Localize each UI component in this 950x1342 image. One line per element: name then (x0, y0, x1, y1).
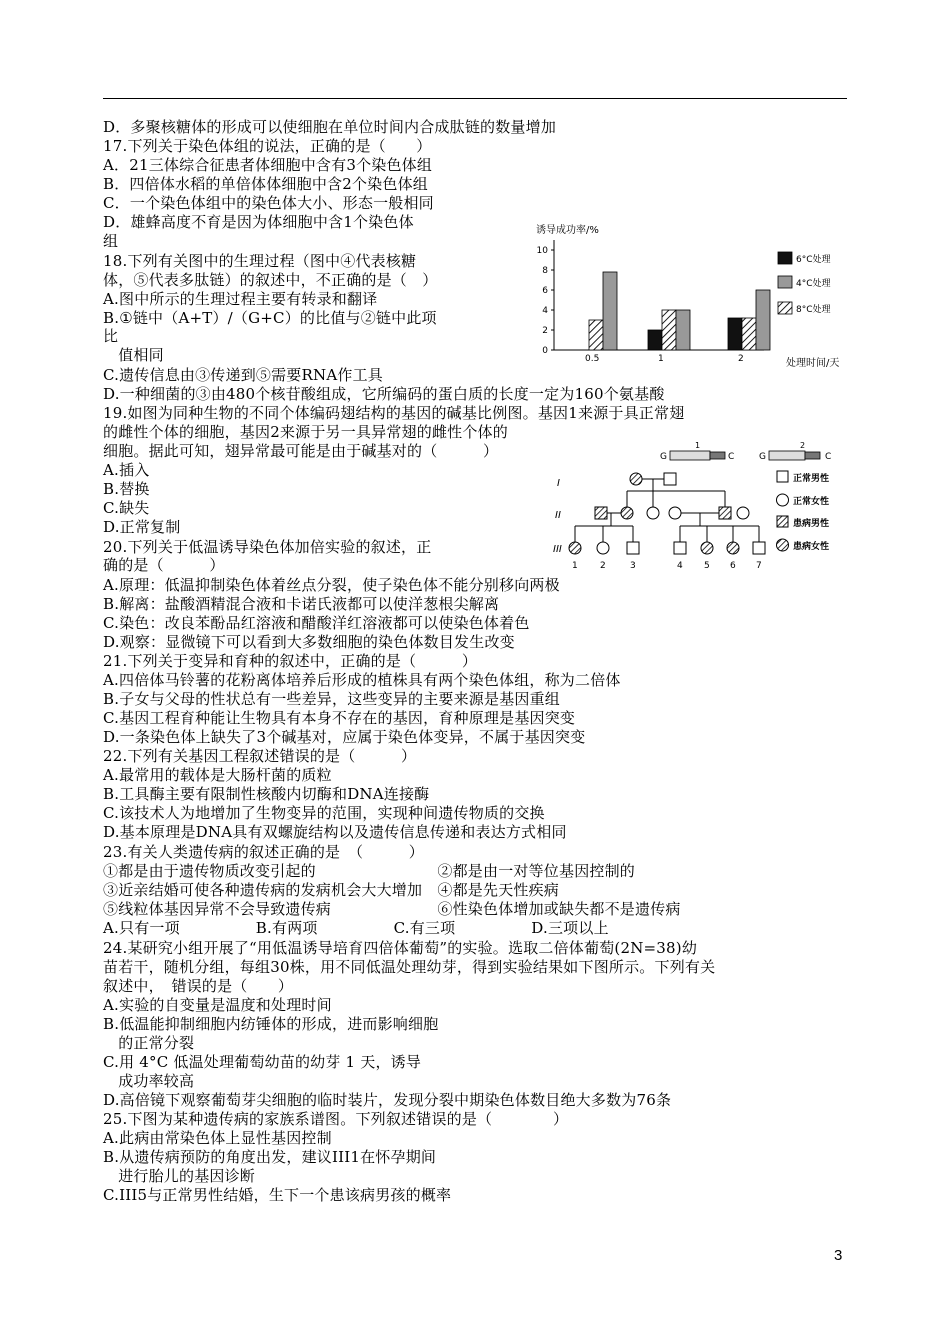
text-line: 成功率较高 (103, 1072, 195, 1090)
text-line: B.子女与父母的性状总有一些差异，这些变异的主要来源是基因重组 (103, 690, 560, 708)
text-line: C.该技术人为地增加了生物变异的范围，实现种间遗传物质的交换 (103, 804, 545, 822)
pedigree-II-male-2 (719, 507, 731, 519)
III-number-3: 3 (630, 561, 636, 571)
legend-label: 8°C处理 (796, 305, 831, 315)
text-line: D.一条染色体上缺失了3个碱基对，应属于染色体变异，不属于基因突变 (103, 728, 586, 746)
pedigree-III1 (569, 542, 581, 554)
bar (728, 318, 742, 350)
text-line: C.III5与正常男性结婚，生下一个患该病男孩的概率 (103, 1186, 452, 1204)
gene2-bar (769, 451, 805, 460)
pedigree-II-female-2 (647, 507, 659, 519)
text-line: D.正常复制 (103, 518, 181, 536)
text-line: 体，⑤代表多肽链）的叙述中，不正确的是（ ） (103, 271, 438, 289)
text-line: A.实验的自变量是温度和处理时间 (103, 996, 332, 1014)
text-line: 进行胎儿的基因诊断 (103, 1167, 256, 1185)
text-line: 19.如图为同种生物的不同个体编码翅结构的基因的碱基比例图。基因1来源于具正常翅 (103, 404, 685, 422)
text-line: A.最常用的载体是大肠杆菌的质粒 (103, 766, 332, 784)
legend-swatch (778, 252, 792, 264)
y-tick-label: 0 (542, 346, 548, 356)
bar (742, 318, 756, 350)
gene2-left-letter: G (759, 452, 766, 462)
text-line: A.插入 (103, 461, 150, 479)
text-line: C.用 4°C 低温处理葡萄幼苗的幼芽 1 天，诱导 (103, 1053, 422, 1071)
bar-chart (532, 220, 850, 372)
text-line: B．四倍体水稻的单倍体体细胞中含2个染色体组 (103, 175, 428, 193)
y-tick-label: 2 (542, 326, 548, 336)
text-line: B.替换 (103, 480, 150, 498)
y-tick-label: 4 (542, 306, 548, 316)
text-line: C.染色：改良苯酚品红溶液和醋酸洋红溶液都可以使染色体着色 (103, 614, 530, 632)
pedigree-II-female-4 (737, 507, 749, 519)
III-number-2: 2 (600, 561, 606, 571)
pedigree-I1-female (630, 473, 642, 485)
text-line: 20.下列关于低温诱导染色体加倍实验的叙述，正 (103, 538, 432, 556)
pedigree-I2-male (664, 473, 676, 485)
text-line: A.此病由常染色体上显性基因控制 (103, 1129, 332, 1147)
text-line: B.从遗传病预防的角度出发，建议III1在怀孕期间 (103, 1148, 437, 1166)
gene1-bar (670, 451, 710, 460)
pedigree-chart (545, 464, 850, 574)
legend-swatch (778, 302, 792, 314)
pedigree-III4 (674, 542, 686, 554)
x-tick-label: 2 (738, 354, 744, 364)
text-line: B.①链中（A+T）/（G+C）的比值与②链中此项 (103, 309, 437, 327)
text-line: D.基本原理是DNA具有双螺旋结构以及遗传信息传递和表达方式相同 (103, 823, 567, 841)
III-number-6: 6 (730, 561, 736, 571)
gene1-number: 1 (695, 441, 701, 450)
gene1-bar-tail (710, 452, 725, 459)
gene2-number: 2 (800, 441, 806, 450)
text-line: B.解离：盐酸酒精混合液和卡诺氏液都可以使洋葱根尖解离 (103, 595, 500, 613)
text-line: ③近亲结婚可使各种遗传病的发病机会大大增加 ④都是先天性疾病 (103, 881, 560, 899)
III-number-5: 5 (704, 561, 710, 571)
text-line: 的雌性个体的细胞，基因2来源于另一具异常翅的雌性个体的 (103, 423, 508, 441)
bar (662, 310, 676, 350)
header-rule (103, 98, 847, 99)
bar (756, 290, 770, 350)
bar (648, 330, 662, 350)
legend-label: 4°C处理 (796, 279, 831, 289)
legend-affected-female: 患病女性 (793, 542, 830, 552)
text-line: B.低温能抑制细胞内纺锤体的形成，进而影响细胞 (103, 1015, 439, 1033)
text-line: 苗若干，随机分组，每组30株，用不同低温处理幼芽，得到实验结果如下图所示。下列有关 (103, 958, 716, 976)
text-line: 23.有关人类遗传病的叙述正确的是 （ ） (103, 843, 424, 861)
text-line: A.原理：低温抑制染色体着丝点分裂，使子染色体不能分别移向两极 (103, 576, 560, 594)
pedigree-III7 (753, 542, 765, 554)
pedigree-II-female-3 (669, 507, 681, 519)
legend-label: 6°C处理 (796, 255, 831, 265)
text-line: ①都是由于遗传物质改变引起的 ②都是由一对等位基因控制的 (103, 862, 636, 880)
pedigree-III6 (727, 542, 739, 554)
text-line: D．雄蜂高度不育是因为体细胞中含1个染色体 (103, 213, 414, 231)
pedigree-III5 (701, 542, 713, 554)
text-line: C.遗传信息由③传递到⑤需要RNA作工具 (103, 366, 383, 384)
gen-I-label: I (557, 478, 560, 489)
pedigree-III2 (597, 542, 609, 554)
text-line: A.只有一项 B.有两项 C.有三项 D.三项以上 (103, 919, 609, 937)
text-line: ⑤线粒体基因异常不会导致遗传病 ⑥性染色体增加或缺失都不是遗传病 (103, 900, 681, 918)
chart-xlabel: 处理时间/天 (786, 358, 840, 369)
legend-normal-female: 正常女性 (793, 497, 830, 507)
III-number-4: 4 (677, 561, 683, 571)
text-line: D.一种细菌的③由480个核苷酸组成，它所编码的蛋白质的长度一定为160个氨基酸 (103, 385, 665, 403)
text-line: D.高倍镜下观察葡萄芽尖细胞的临时装片，发现分裂中期染色体数目绝大多数为76条 (103, 1091, 672, 1109)
y-tick-label: 8 (542, 266, 548, 276)
pedigree-II-male-1 (595, 507, 607, 519)
text-line: A.图中所示的生理过程主要有转录和翻译 (103, 290, 378, 308)
text-line: C．一个染色体组中的染色体大小、形态一般相同 (103, 194, 434, 212)
legend-normal-male: 正常男性 (793, 474, 830, 484)
page-number: 3 (834, 1247, 843, 1264)
text-line: 比 (103, 327, 119, 345)
bar (603, 272, 617, 350)
text-line: C.缺失 (103, 499, 150, 517)
gene1-left-letter: G (660, 452, 667, 462)
y-tick-label: 6 (542, 286, 548, 296)
pedigree-II-female-1 (621, 507, 633, 519)
text-line: 的正常分裂 (103, 1034, 195, 1052)
bar (676, 310, 690, 350)
pedigree-III3 (627, 542, 639, 554)
text-line: C.基因工程育种能让生物具有本身不存在的基因，育种原理是基因突变 (103, 709, 576, 727)
III-number-1: 1 (572, 561, 578, 571)
bar (589, 320, 603, 350)
y-tick-label: 10 (536, 246, 548, 256)
gene-figure (655, 440, 855, 464)
text-line: 17.下列关于染色体组的说法，正确的是（ ） (103, 137, 432, 155)
text-line: 细胞。据此可知，翅异常最可能是由于碱基对的（ ） (103, 442, 499, 460)
legend-affected-female-icon (777, 539, 789, 551)
text-line: 叙述中， 错误的是（ ） (103, 977, 294, 995)
III-number-7: 7 (756, 561, 762, 571)
gene1-right-letter: C (728, 452, 735, 462)
legend-normal-female-icon (777, 494, 789, 506)
text-line: 21.下列关于变异和育种的叙述中，正确的是（ ） (103, 652, 478, 670)
text-line: A．21三体综合征患者体细胞中含有3个染色体组 (103, 156, 433, 174)
text-line: 值相同 (103, 346, 164, 364)
text-line: 25.下图为某种遗传病的家族系谱图。下列叙述错误的是（ ） (103, 1110, 569, 1128)
legend-affected-male-icon (777, 516, 788, 527)
text-line: 22.下列有关基因工程叙述错误的是（ ） (103, 747, 417, 765)
x-tick-label: 1 (658, 354, 664, 364)
text-line: B.工具酶主要有限制性核酸内切酶和DNA连接酶 (103, 785, 430, 803)
text-line: D．多聚核糖体的形成可以使细胞在单位时间内合成肽链的数量增加 (103, 118, 557, 136)
legend-swatch (778, 276, 792, 288)
gene2-right-letter: C (825, 452, 832, 462)
gene2-bar-tail (805, 452, 820, 459)
legend-normal-male-icon (777, 471, 788, 482)
text-line: A.四倍体马铃薯的花粉离体培养后形成的植株具有两个染色体组，称为二倍体 (103, 671, 621, 689)
gen-III-label: III (553, 544, 562, 555)
text-line: 24.某研究小组开展了“用低温诱导培育四倍体葡萄”的实验。选取二倍体葡萄(2N=38)幼 (103, 939, 698, 957)
gen-II-label: II (555, 510, 561, 521)
chart-ylabel: 诱导成功率/% (536, 225, 599, 236)
text-line: D.观察：显微镜下可以看到大多数细胞的染色体数目发生改变 (103, 633, 515, 651)
x-tick-label: 0.5 (585, 354, 600, 364)
text-line: 18.下列有关图中的生理过程（图中④代表核糖 (103, 252, 417, 270)
legend-affected-male: 患病男性 (793, 519, 830, 529)
text-line: 组 (103, 232, 119, 250)
text-line: 确的是（ ） (103, 556, 225, 574)
